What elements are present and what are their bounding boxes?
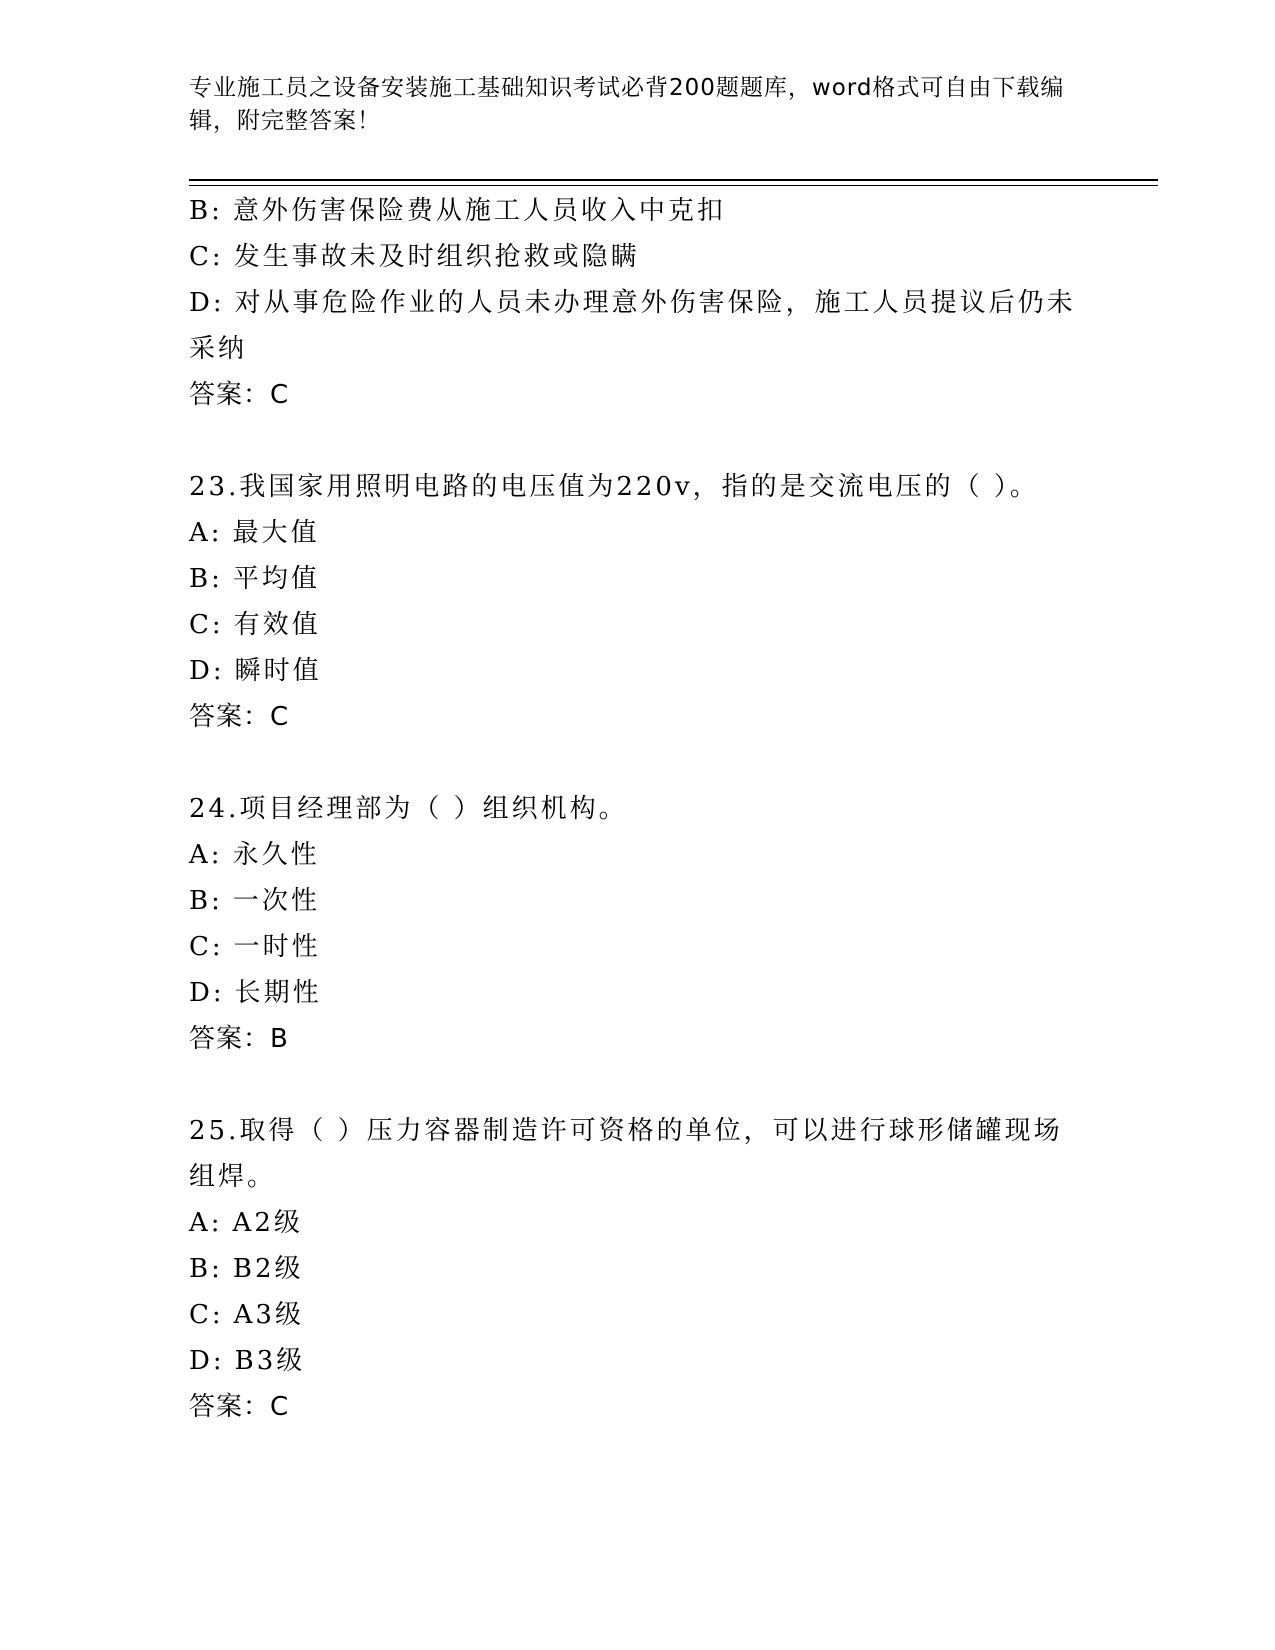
question-fragment [189, 188, 1089, 418]
option-c: C: 一时性 [189, 932, 321, 962]
document-header [189, 72, 1089, 138]
option-d: D: B3级 [189, 1346, 306, 1376]
question-24 [189, 786, 1089, 1062]
option-b: B: 一次性 [189, 886, 320, 916]
answer: 答案：C [189, 702, 290, 732]
option-a: A: A2级 [189, 1208, 303, 1238]
header-divider-thin [189, 185, 1158, 186]
option-d: D: 长期性 [189, 978, 322, 1008]
option-a: A: 永久性 [189, 840, 320, 870]
option-d: D: 瞬时值 [189, 656, 322, 686]
header-divider-thick [189, 179, 1158, 181]
option-c: C: 有效值 [189, 610, 321, 640]
document-title: 专业施工员之设备安装施工基础知识考试必背200题题库，word格式可自由下载编辑，附完整答案！ [189, 75, 1065, 134]
option-c: C: 发生事故未及时组织抢救或隐瞒 [189, 242, 640, 272]
question-stem: 23.我国家用照明电路的电压值为220v，指的是交流电压的（ ）。 [189, 472, 1039, 502]
option-b: B: 平均值 [189, 564, 320, 594]
question-list [189, 188, 1089, 1430]
option-a: A: 最大值 [189, 518, 320, 548]
question-25 [189, 1108, 1089, 1430]
answer: 答案：B [189, 1024, 289, 1054]
question-23 [189, 464, 1089, 740]
question-stem: 25.取得（ ）压力容器制造许可资格的单位，可以进行球形储罐现场组焊。 [189, 1116, 1063, 1192]
answer: 答案：C [189, 380, 290, 410]
option-b: B: 意外伤害保险费从施工人员收入中克扣 [189, 196, 726, 226]
question-stem: 24.项目经理部为（ ）组织机构。 [189, 794, 628, 824]
option-c: C: A3级 [189, 1300, 304, 1330]
option-d: D: 对从事危险作业的人员未办理意外伤害保险，施工人员提议后仍未采纳 [189, 288, 1076, 364]
option-b: B: B2级 [189, 1254, 304, 1284]
answer: 答案：C [189, 1392, 290, 1422]
